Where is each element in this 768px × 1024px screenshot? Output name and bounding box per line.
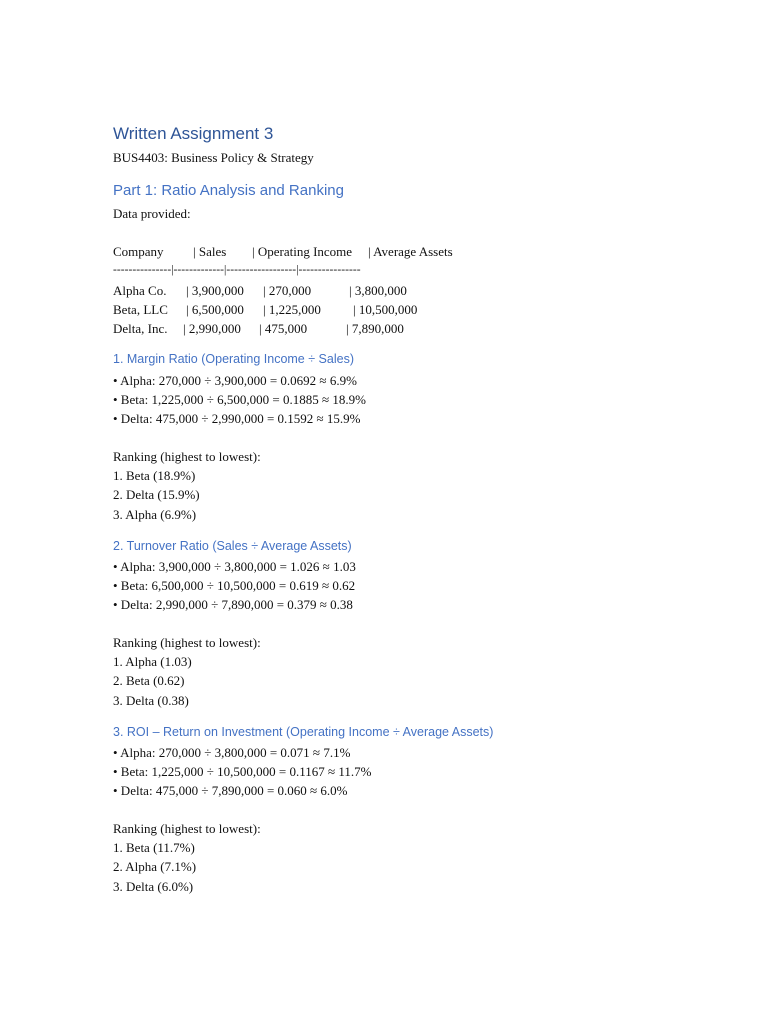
ranking-label: Ranking (highest to lowest): — [113, 821, 261, 836]
header-average-assets: | Average Assets — [368, 244, 453, 259]
row-operating-income: | 270,000 — [263, 283, 312, 298]
row-company: Alpha Co. — [113, 283, 167, 298]
row-average-assets: | 7,890,000 — [346, 321, 404, 336]
row-average-assets: | 10,500,000 — [353, 302, 418, 317]
row-average-assets: | 3,800,000 — [349, 283, 407, 298]
ranking-item: 2. Delta (15.9%) — [113, 487, 200, 502]
ranking-item: 1. Alpha (1.03) — [113, 654, 192, 669]
calc-line: • Beta: 1,225,000 ÷ 10,500,000 = 0.1167 ≈ 11.7% — [113, 764, 372, 779]
header-company: Company — [113, 244, 164, 259]
row-operating-income: | 1,225,000 — [263, 302, 321, 317]
section-heading: 1. Margin Ratio (Operating Income ÷ Sales) — [113, 352, 354, 366]
ranking-label: Ranking (highest to lowest): — [113, 635, 261, 650]
document-title: Written Assignment 3 — [113, 124, 274, 143]
part1-heading: Part 1: Ratio Analysis and Ranking — [113, 182, 344, 199]
ranking-item: 2. Alpha (7.1%) — [113, 859, 197, 874]
row-company: Delta, Inc. — [113, 321, 168, 336]
row-company: Beta, LLC — [113, 302, 168, 317]
calc-line: • Beta: 1,225,000 ÷ 6,500,000 = 0.1885 ≈ 18.9% — [113, 392, 366, 407]
calc-line: • Alpha: 3,900,000 ÷ 3,800,000 = 1.026 ≈ 1.03 — [113, 559, 356, 574]
calc-line: • Alpha: 270,000 ÷ 3,900,000 = 0.0692 ≈ 6.9% — [113, 373, 357, 388]
ranking-item: 3. Delta (6.0%) — [113, 879, 194, 894]
row-sales: | 6,500,000 — [186, 302, 244, 317]
ranking-label: Ranking (highest to lowest): — [113, 449, 261, 464]
section-heading: 2. Turnover Ratio (Sales ÷ Average Assets) — [113, 539, 352, 553]
ranking-item: 2. Beta (0.62) — [113, 673, 185, 688]
calc-line: • Delta: 2,990,000 ÷ 7,890,000 = 0.379 ≈ 0.38 — [113, 597, 353, 612]
table-divider: ---------------|-------------|------------------|---------------- — [113, 264, 361, 276]
calc-line: • Delta: 475,000 ÷ 7,890,000 = 0.060 ≈ 6.0% — [113, 783, 348, 798]
header-sales: | Sales — [193, 244, 227, 259]
header-operating-income: | Operating Income — [252, 244, 353, 259]
row-operating-income: | 475,000 — [259, 321, 308, 336]
calc-line: • Beta: 6,500,000 ÷ 10,500,000 = 0.619 ≈ 0.62 — [113, 578, 356, 593]
calc-line: • Alpha: 270,000 ÷ 3,800,000 = 0.071 ≈ 7.1% — [113, 745, 351, 760]
row-sales: | 3,900,000 — [186, 283, 244, 298]
ranking-item: 1. Beta (11.7%) — [113, 840, 195, 855]
section-heading: 3. ROI – Return on Investment (Operating Income ÷ Average Assets) — [113, 725, 494, 739]
row-sales: | 2,990,000 — [183, 321, 241, 336]
calc-line: • Delta: 475,000 ÷ 2,990,000 = 0.1592 ≈ 15.9% — [113, 411, 361, 426]
course-line: BUS4403: Business Policy & Strategy — [113, 150, 314, 165]
ranking-item: 1. Beta (18.9%) — [113, 468, 196, 483]
ranking-item: 3. Delta (0.38) — [113, 693, 189, 708]
data-intro: Data provided: — [113, 206, 191, 221]
ranking-item: 3. Alpha (6.9%) — [113, 507, 197, 522]
